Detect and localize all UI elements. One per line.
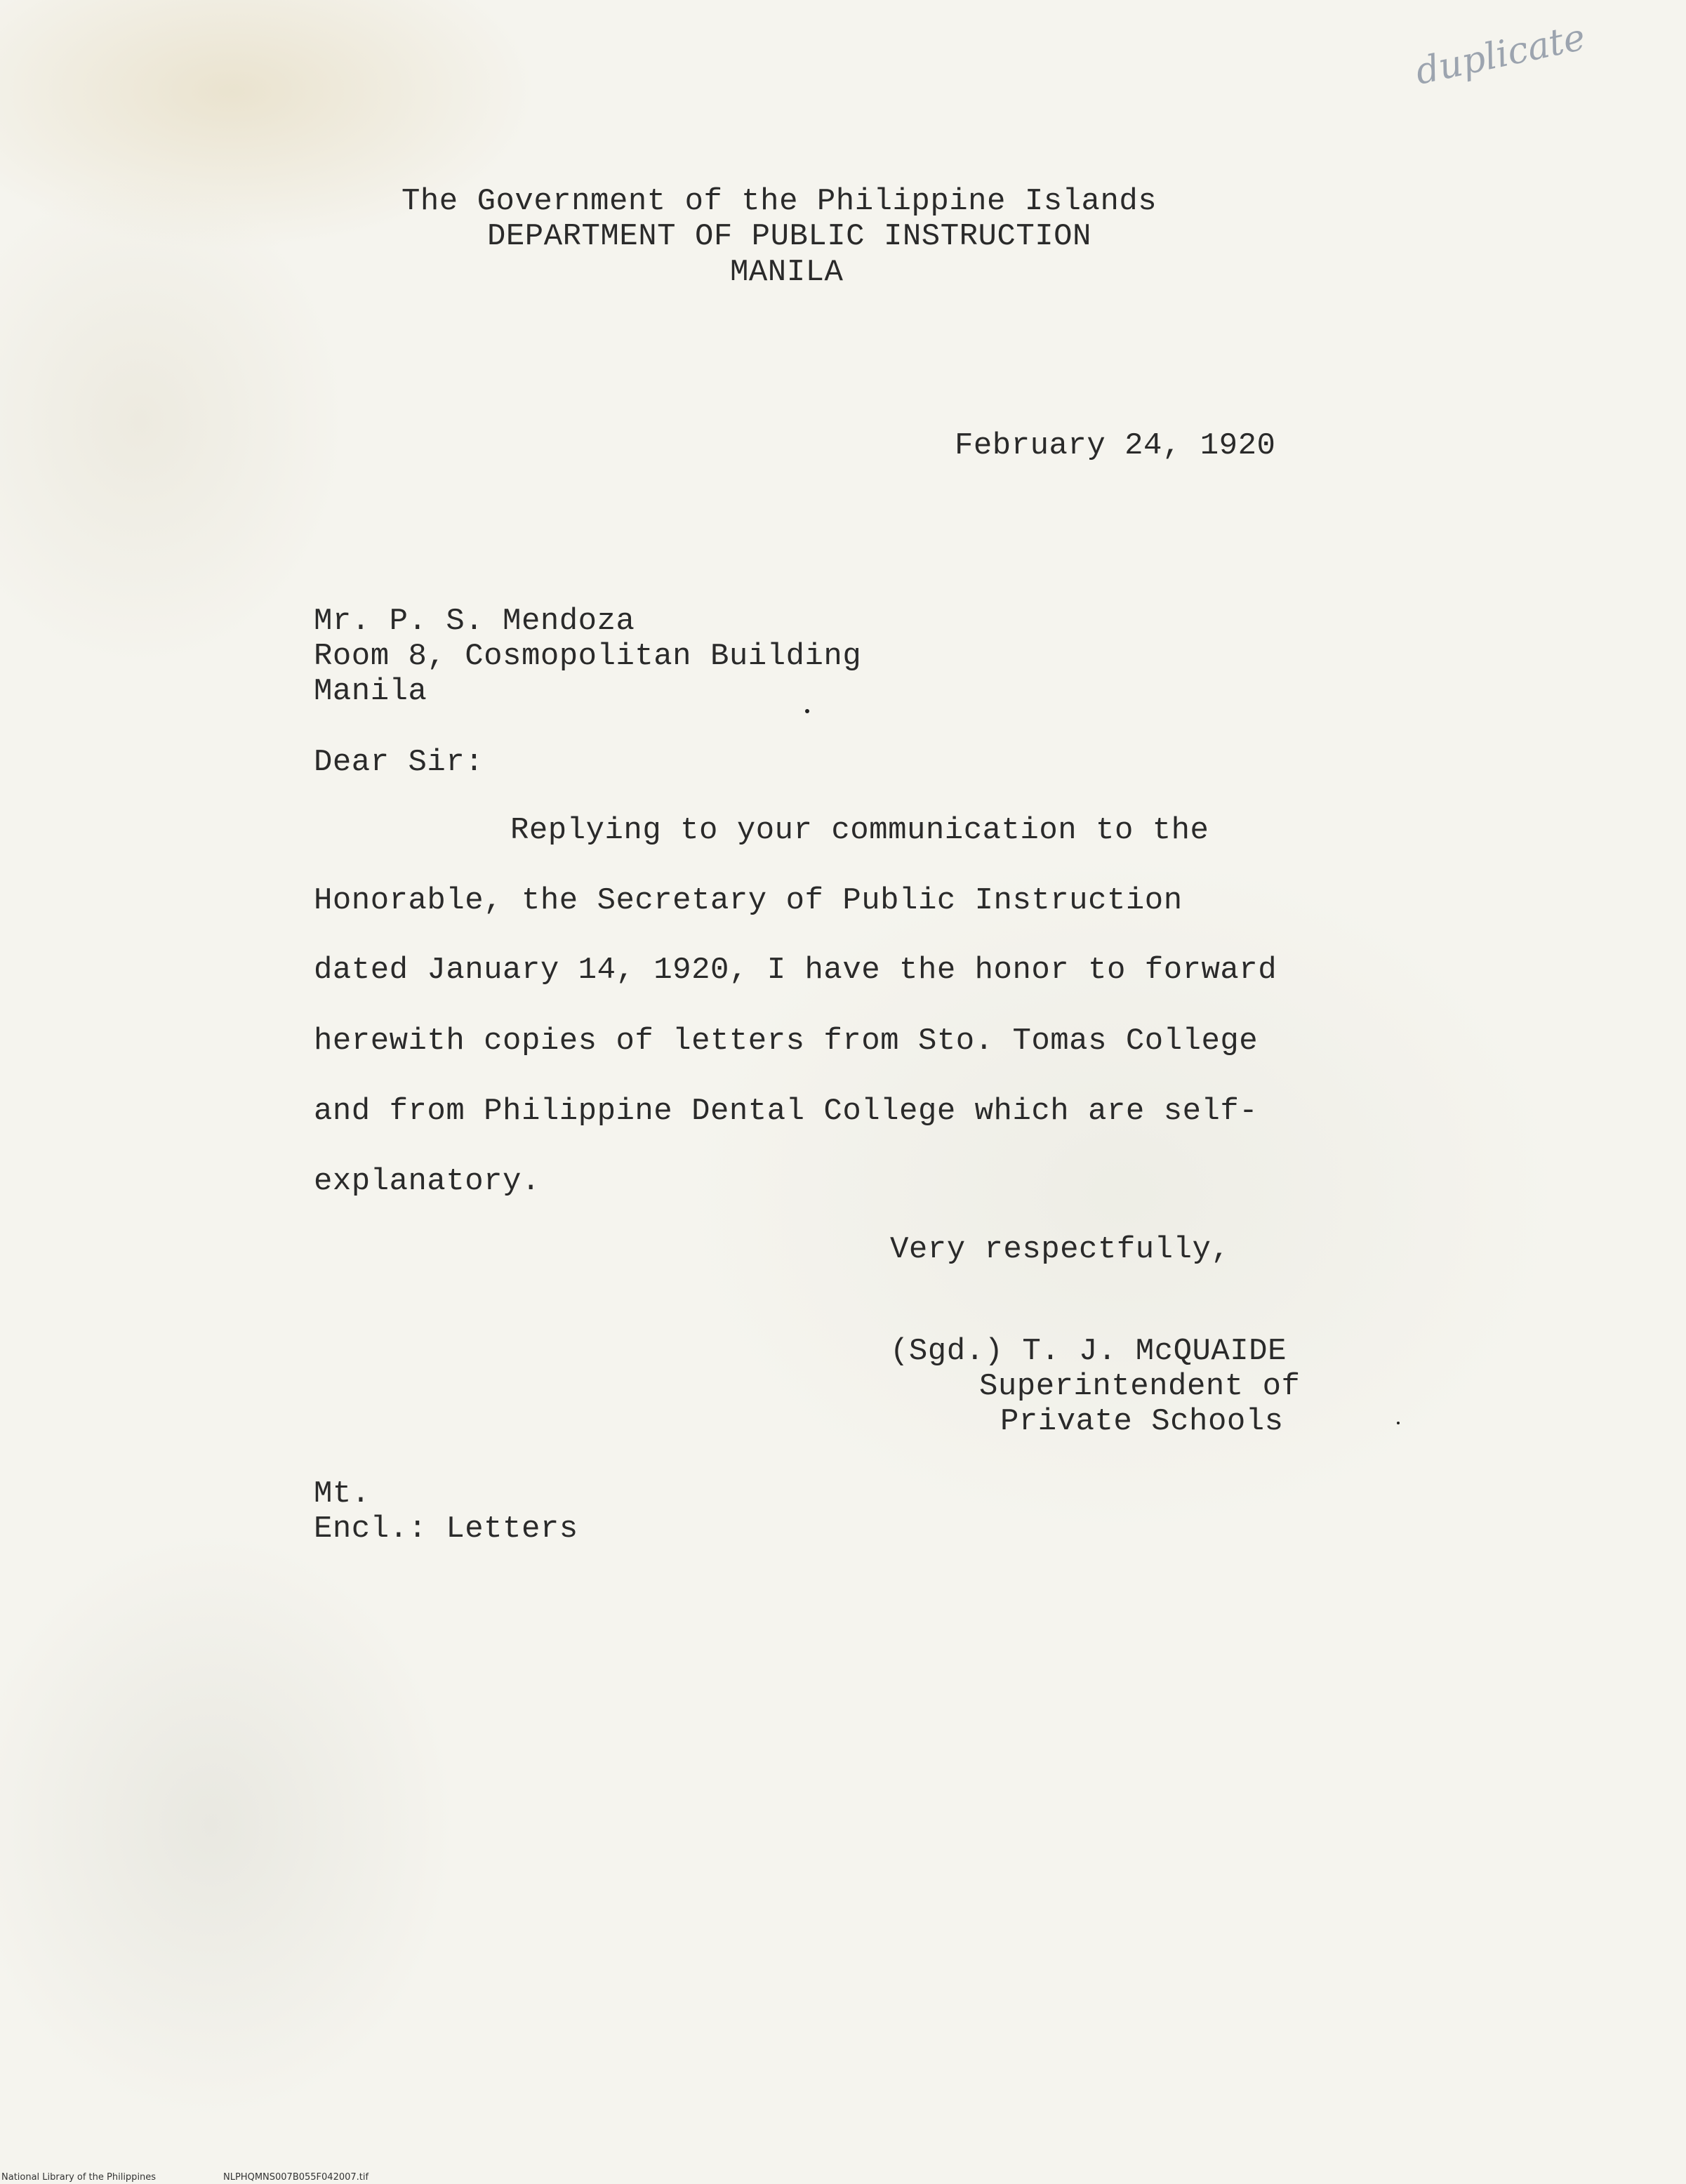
recipient-name: Mr. P. S. Mendoza	[314, 604, 635, 639]
footer-filename: NLPHQMNS007B055F042007.tif	[223, 2172, 369, 2183]
signature-title-line2: Private Schools	[1000, 1404, 1284, 1439]
letterhead-government: The Government of the Philippine Islands	[401, 184, 1157, 219]
handwritten-note: duplicate	[1412, 16, 1589, 93]
body-line: explanatory.	[314, 1164, 540, 1199]
recipient-address-line1: Room 8, Cosmopolitan Building	[314, 639, 862, 674]
body-line: Honorable, the Secretary of Public Instruction	[314, 883, 1183, 918]
signature-name: (Sgd.) T. J. McQUAIDE	[890, 1334, 1287, 1369]
recipient-address-line2: Manila	[314, 674, 427, 709]
body-line: Replying to your communication to the	[510, 813, 1209, 848]
typist-initials: Mt.	[314, 1476, 371, 1511]
footer-source: National Library of the Philippines	[1, 2172, 157, 2183]
closing: Very respectfully,	[890, 1232, 1230, 1267]
body-line: dated January 14, 1920, I have the honor to forward	[314, 953, 1277, 988]
letterhead-city: MANILA	[730, 255, 844, 290]
paper-speck	[805, 709, 809, 713]
body-line: herewith copies of letters from Sto. Tomas College	[314, 1024, 1259, 1059]
signature-title-line1: Superintendent of	[979, 1369, 1301, 1404]
paper-speck	[1397, 1422, 1400, 1424]
letterhead-department: DEPARTMENT OF PUBLIC INSTRUCTION	[487, 219, 1091, 254]
letter-date: February 24, 1920	[955, 428, 1276, 463]
enclosure-note: Encl.: Letters	[314, 1511, 578, 1547]
salutation: Dear Sir:	[314, 745, 484, 780]
body-line: and from Philippine Dental College which are self-	[314, 1094, 1259, 1129]
